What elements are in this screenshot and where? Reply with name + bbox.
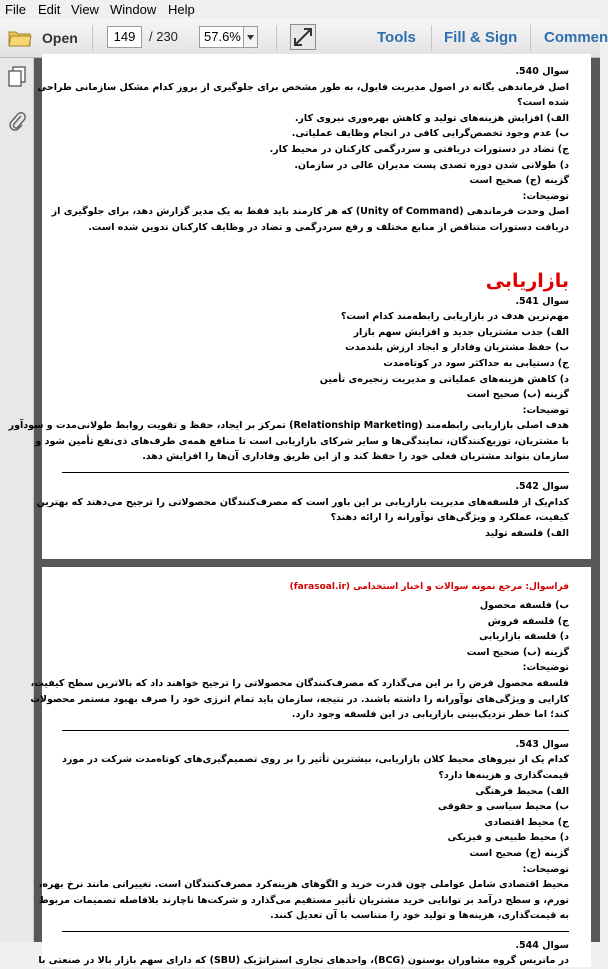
explanation-text: هدف اصلی بازاریابی رابطه‌مند (Relationship Marketing) تمرکز بر ایجاد، حفظ و تقویت روابط طولانی‌مدت و سودآور — [8, 420, 569, 432]
question-540 — [37, 54, 569, 236]
explanation-label: توضیحات: — [522, 662, 569, 674]
menu-file[interactable]: File — [5, 2, 26, 17]
question-divider — [62, 931, 569, 932]
document-viewer[interactable] — [8, 58, 600, 967]
explanation-text: اصل وحدت فرماندهی (Unity of Command) که هر کارمند باید فقط به یک مدیر گزارش دهد، برای جلوگیری از — [51, 206, 569, 218]
question-stem: مهم‌ترین هدف در بازاریابی رابطه‌مند کدام است؟ — [340, 311, 569, 323]
answer-option: ج) تضاد در دستورات دریافتی و سردرگمی کارکنان در محیط کار. — [269, 143, 569, 155]
tools-button[interactable]: Tools — [377, 29, 416, 46]
folder-open-icon[interactable] — [8, 29, 32, 47]
correct-answer: گزینه (ب) صحیح است — [466, 646, 569, 658]
question-543 — [38, 737, 569, 924]
menu-edit[interactable]: Edit — [38, 2, 61, 17]
correct-answer: گزینه (ج) صحیح است — [469, 175, 569, 187]
answer-option: د) کاهش هزینه‌های عملیاتی و مدیریت زنجیره‌ی تأمین — [319, 373, 569, 385]
question-stem: شده است؟ — [517, 97, 569, 109]
explanation-text: دریافت دستورات متناقض از منابع مختلف و رفع سردرگمی و تضاد در وظایف کارکنان تدوین شده است. — [88, 221, 569, 233]
question-number: سوال 541. — [515, 295, 569, 307]
question-number: سوال 542. — [515, 481, 569, 493]
comment-button[interactable]: Commen — [544, 29, 608, 46]
explanation-text: محیط اقتصادی شامل عواملی چون قدرت خرید و الگوهای هزینه‌کرد مصرف‌کنندگان است. تغییراتی مانند نرخ بهره، — [38, 879, 569, 891]
question-stem: در ماتریس گروه مشاوران بوستون (BCG)، واحدهای تجاری استراتژیک (SBU) که دارای سهم بازار بالا در صنعتی با — [38, 955, 569, 967]
correct-answer: گزینه (ب) صحیح است — [466, 389, 569, 401]
open-button[interactable]: Open — [42, 30, 78, 46]
fill-sign-button[interactable]: Fill & Sign — [444, 29, 518, 46]
answer-option: ب) فلسفه محصول — [479, 600, 569, 611]
answer-option: ج) فلسفه فروش — [487, 615, 569, 627]
answer-option: الف) فلسفه تولید — [485, 527, 569, 539]
question-544 — [38, 938, 569, 969]
question-divider — [62, 730, 569, 731]
question-542 — [36, 479, 569, 541]
page-number-input[interactable]: 149 — [107, 26, 142, 48]
answer-option: د) طولانی شدن دوره تصدی پست مدیران عالی در سازمان. — [294, 159, 569, 171]
navigation-pane — [0, 58, 34, 942]
page-total: / 230 — [149, 29, 178, 44]
answer-option: ج) دستیابی به حداکثر سود در کوتاه‌مدت — [383, 357, 569, 369]
attachment-paperclip-icon[interactable] — [7, 110, 27, 132]
explanation-label: توضیحات: — [522, 863, 569, 875]
chevron-down-icon — [247, 35, 254, 40]
question-stem: اصل فرماندهی یگانه در اصول مدیریت فایول، به طور مشخص برای جلوگیری از بروز کدام مشکل سازمانی طراحی — [37, 81, 569, 93]
question-stem: کیفیت، عملکرد و ویژگی‌های نوآورانه را ارائه دهند؟ — [330, 512, 569, 524]
correct-answer: گزینه (ج) صحیح است — [469, 847, 569, 859]
zoom-input[interactable]: 57.6% — [199, 26, 244, 48]
explanation-text: سازمان بتواند مشتریان فعلی خود را حفظ کند و از این طریق وفاداری آن‌ها را افزایش دهد. — [142, 451, 569, 463]
toolbar — [0, 19, 608, 58]
section-heading: بازاریابی — [485, 269, 569, 292]
toolbar-separator — [92, 25, 93, 51]
question-542-continued — [30, 598, 569, 723]
question-number: سوال 540. — [515, 66, 569, 77]
answer-option: الف) جذب مشتریان جدید و افزایش سهم بازار — [353, 326, 569, 338]
answer-option: ب) حفظ مشتریان وفادار و ایجاد ارزش بلندمدت — [345, 342, 569, 354]
page-header: فراسوال: مرجع نمونه سوالات و اخبار استخدامی (farasoal.ir) — [289, 582, 569, 592]
explanation-text: با مشتریان، توزیع‌کنندگان، نمایندگی‌ها و سایر شرکای بازاریابی است تا منافع همه‌ی طرف‌های ذی‌نفع تأمین شود و — [35, 435, 569, 447]
page-thumbnails-icon[interactable] — [7, 66, 27, 88]
explanation-text: به قیمت‌گذاری، هزینه‌ها و تولید خود را متناسب با آن تعدیل کنند. — [270, 910, 569, 922]
toolbar-separator — [276, 25, 277, 51]
answer-option: ج) محیط اقتصادی — [484, 816, 569, 828]
pdf-page — [30, 567, 591, 967]
explanation-text: کند؛ اما خطر نزدیک‌بینی بازاریابی در این فلسفه وجود دارد. — [291, 709, 569, 721]
answer-option: د) فلسفه بازاریابی — [479, 631, 569, 643]
question-divider — [62, 472, 569, 473]
answer-option: د) محیط طبیعی و فیزیکی — [447, 832, 569, 844]
question-stem: کدام یک از نیروهای محیط کلان بازاریابی، بیشترین تأثیر را بر روی تصمیم‌گیری‌های کوتاه‌مدت شرکت در مورد — [62, 754, 569, 766]
pdf-page — [8, 54, 591, 559]
question-541 — [8, 294, 569, 466]
menu-window[interactable]: Window — [110, 2, 157, 17]
fit-page-button[interactable] — [290, 24, 316, 50]
explanation-text: کارایی و ویژگی‌های نوآورانه را داشته باشند. در نتیجه، سازمان باید تمام انرژی خود را صرف بهبود مستمر محصولات — [30, 693, 569, 705]
menu-bar — [0, 0, 600, 20]
explanation-label: توضیحات: — [522, 404, 569, 416]
answer-option: الف) محیط فرهنگی — [475, 785, 569, 797]
question-stem: کدام‌یک از فلسفه‌های مدیریت بازاریابی بر این باور است که مصرف‌کنندگان محصولاتی را ترجیح می‌دهند که بهترین — [36, 496, 569, 508]
explanation-text: فلسفه محصول فرض را بر این می‌گذارد که مصرف‌کنندگان محصولاتی را ترجیح خواهند داد که بالاترین سطح کیفیت، — [30, 677, 569, 689]
toolbar-separator — [530, 25, 531, 51]
explanation-label: توضیحات: — [522, 190, 569, 202]
toolbar-separator — [431, 25, 432, 51]
question-number: سوال 544. — [515, 939, 569, 951]
menu-view[interactable]: View — [71, 2, 99, 17]
answer-option: الف) افزایش هزینه‌های تولید و کاهش بهره‌وری نیروی کار. — [294, 112, 569, 124]
zoom-dropdown-button[interactable] — [244, 26, 258, 48]
answer-option: ب) عدم وجود تخصص‌گرایی کافی در انجام وظایف عملیاتی. — [291, 128, 569, 140]
question-stem: قیمت‌گذاری و هزینه‌ها دارد؟ — [438, 769, 569, 781]
explanation-text: تورم، و سطح درآمد بر توانایی خرید مشتریان تأثیر مستقیم می‌گذارد و شرکت‌ها ناچارند بلافاصله تصمیمات مربوط — [38, 894, 569, 906]
answer-option: ب) محیط سیاسی و حقوقی — [437, 801, 569, 813]
menu-help[interactable]: Help — [168, 2, 195, 17]
question-number: سوال 543. — [515, 738, 569, 750]
expand-icon — [291, 25, 315, 49]
